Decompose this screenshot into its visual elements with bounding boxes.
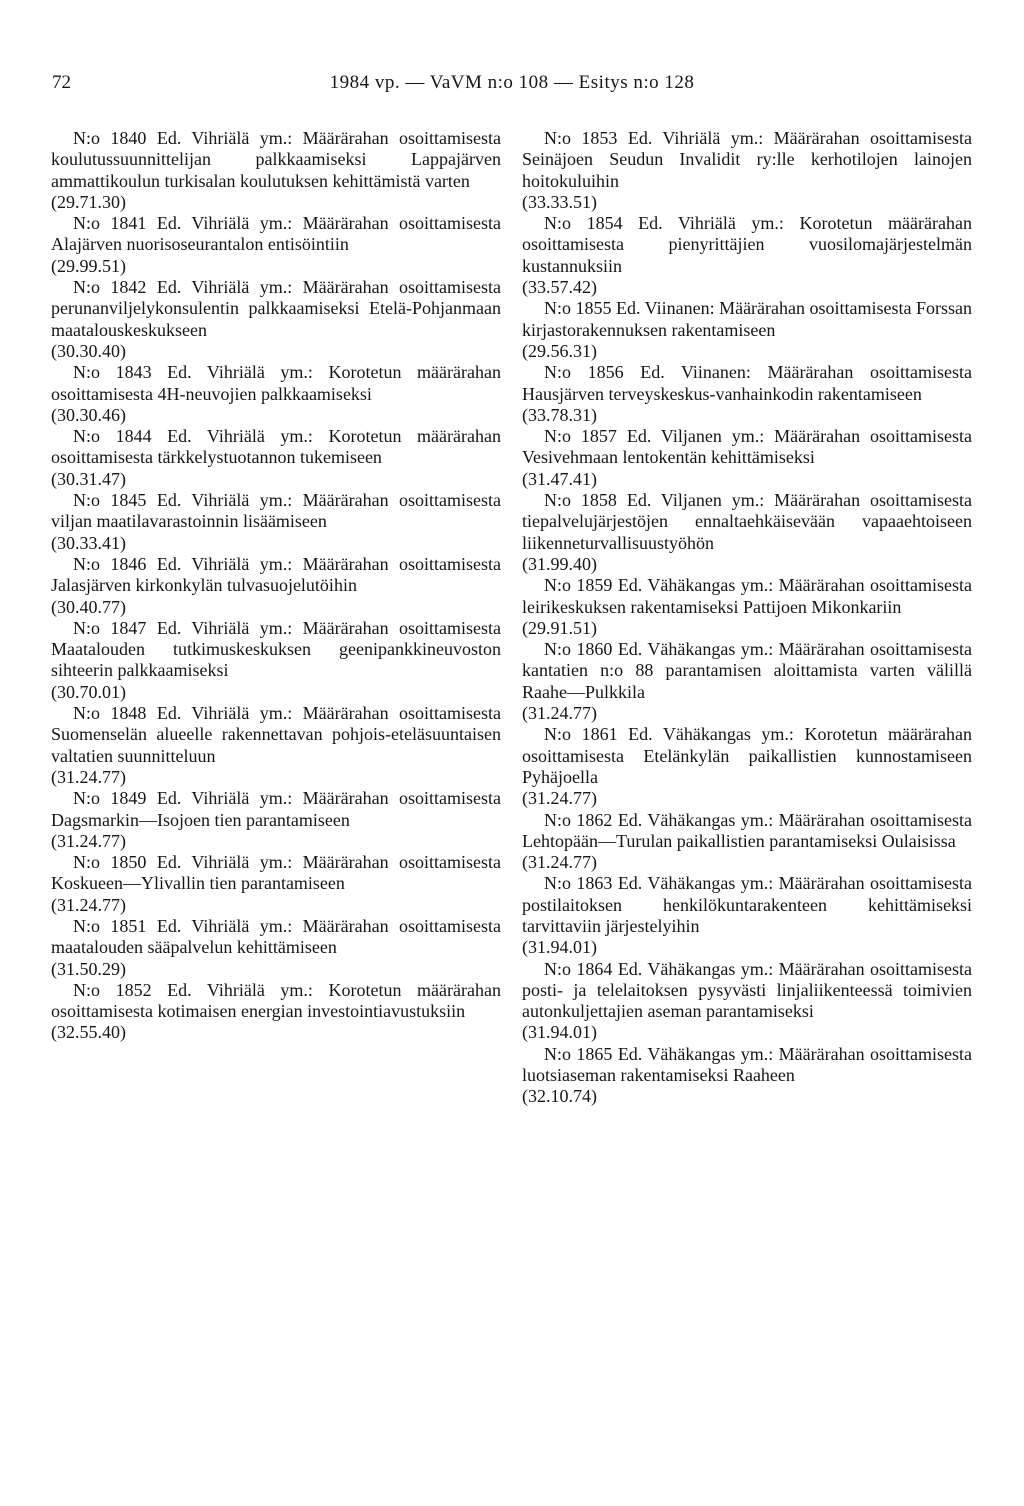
budget-reference: (31.47.41) — [522, 468, 597, 489]
budget-reference: (29.56.31) — [522, 340, 597, 361]
motion-text: N:o 1850 Ed. Vihriälä ym.: Määrärahan osoittamisesta Koskueen—Ylivallin tien parantamiseen — [51, 852, 501, 894]
motion-text: N:o 1846 Ed. Vihriälä ym.: Määrärahan osoittamisesta Jalasjärven kirkonkylän tulvasuojelutöihin — [51, 553, 501, 596]
motion-entry-1852 — [51, 980, 501, 1044]
motion-entry-1843 — [51, 362, 501, 426]
motion-entry-1854 — [522, 213, 972, 298]
budget-reference: (29.99.51) — [51, 255, 126, 276]
motion-text: N:o 1842 Ed. Vihriälä ym.: Määrärahan osoittamisesta perunanviljelykonsulentin palkkaamiseksi Etelä-Pohjanmaan maatalouskeskukseen — [51, 277, 501, 340]
motion-entry-1844 — [51, 426, 501, 490]
motion-text: N:o 1848 Ed. Vihriälä ym.: Määrärahan osoittamisesta Suomenselän alueelle rakennettavan pohjois-eteläsuuntaisen valtatien suunnitteluun — [51, 703, 501, 766]
motion-entry-1849 — [51, 788, 501, 852]
motion-entry-1841 — [51, 213, 501, 277]
motion-text: N:o 1841 Ed. Vihriälä ym.: Määrärahan osoittamisesta Alajärven nuorisoseurantalon entisöintiin — [51, 213, 501, 255]
budget-reference: (33.33.51) — [522, 191, 597, 212]
motion-text: N:o 1862 Ed. Vähäkangas ym.: Määrärahan osoittamisesta Lehtopään—Turulan paikallistien parantamiseksi Oulaisissa — [522, 809, 972, 851]
motion-text: N:o 1852 Ed. Vihriälä ym.: Korotetun määrärahan osoittamisesta kotimaisen energian investointiavustuksiin — [51, 979, 501, 1022]
motion-entry-1856 — [522, 362, 972, 426]
motion-text: N:o 1854 Ed. Vihriälä ym.: Korotetun määrärahan osoittamisesta pienyrittäjien vuosilomajärjestelmän kustannuksiin — [522, 213, 972, 276]
budget-reference: (31.24.77) — [522, 703, 597, 724]
page-number: 72 — [52, 72, 71, 93]
motion-text: N:o 1851 Ed. Vihriälä ym.: Määrärahan osoittamisesta maatalouden sääpalvelun kehittämiseen — [51, 915, 501, 958]
motion-text: N:o 1845 Ed. Vihriälä ym.: Määrärahan osoittamisesta viljan maatilavarastoinnin lisäämiseen — [51, 490, 501, 532]
left-column — [51, 128, 501, 1044]
motion-entry-1842 — [51, 277, 501, 362]
motion-entry-1855 — [522, 298, 972, 362]
motion-entry-1858 — [522, 490, 972, 575]
motion-entry-1864 — [522, 959, 972, 1044]
right-column — [522, 128, 972, 1108]
motion-entry-1847 — [51, 618, 501, 703]
motion-entry-1850 — [51, 852, 501, 916]
motion-entry-1861 — [522, 724, 972, 809]
budget-reference: (30.33.41) — [51, 532, 126, 553]
motion-entry-1865 — [522, 1044, 972, 1108]
motion-text: N:o 1844 Ed. Vihriälä ym.: Korotetun määrärahan osoittamisesta tärkkelystuotannon tukemiseen — [51, 426, 501, 468]
budget-reference: (31.94.01) — [522, 1022, 597, 1043]
budget-reference: (30.70.01) — [51, 681, 126, 702]
motion-text: N:o 1856 Ed. Viinanen: Määrärahan osoittamisesta Hausjärven terveyskeskus-vanhainkodin rakentamiseen — [522, 362, 972, 404]
budget-reference: (31.24.77) — [51, 766, 126, 787]
motion-text: N:o 1858 Ed. Viljanen ym.: Määrärahan osoittamisesta tiepalvelujärjestöjen ennaltaehkäisevään vapaaehtoiseen liikenneturvallisuustyöhön — [522, 490, 972, 553]
running-title: 1984 vp. — VaVM n:o 108 — Esitys n:o 128 — [329, 72, 695, 93]
motion-text: N:o 1853 Ed. Vihriälä ym.: Määrärahan osoittamisesta Seinäjoen Seudun Invalidit ry:lle kerhotilojen lainojen hoitokuluihin — [522, 128, 972, 191]
motion-text: N:o 1857 Ed. Viljanen ym.: Määrärahan osoittamisesta Vesivehmaan lentokentän kehittämiseksi — [522, 426, 972, 468]
motion-entry-1863 — [522, 873, 972, 958]
motion-text: N:o 1859 Ed. Vähäkangas ym.: Määrärahan osoittamisesta leirikeskuksen rakentamiseksi Pattijoen Mikonkariin — [522, 575, 972, 617]
budget-reference: (29.91.51) — [522, 617, 597, 638]
motion-text: N:o 1843 Ed. Vihriälä ym.: Korotetun määrärahan osoittamisesta 4H-neuvojien palkkaamiseksi — [51, 362, 501, 404]
budget-reference: (31.24.77) — [51, 894, 126, 915]
motion-entry-1848 — [51, 703, 501, 788]
motion-text: N:o 1860 Ed. Vähäkangas ym.: Määrärahan osoittamisesta kantatien n:o 88 parantamisen aloittamista varten välillä Raahe—Pulkkila — [522, 639, 972, 702]
budget-reference: (32.55.40) — [51, 1022, 126, 1043]
motion-text: N:o 1864 Ed. Vähäkangas ym.: Määrärahan osoittamisesta posti- ja telelaitoksen pysyvästi linjaliikenteessä toimivien autonkuljettajien aseman parantamiseksi — [522, 958, 972, 1022]
motion-text: N:o 1861 Ed. Vähäkangas ym.: Korotetun määrärahan osoittamisesta Etelänkylän paikallistien kunnostamiseen Pyhäjoella — [522, 724, 972, 787]
budget-reference: (33.57.42) — [522, 277, 597, 298]
budget-reference: (31.99.40) — [522, 553, 597, 574]
budget-reference: (31.24.77) — [522, 788, 597, 809]
motion-text: N:o 1840 Ed. Vihriälä ym.: Määrärahan osoittamisesta koulutussuunnittelijan palkkaamiseksi Lappajärven ammattikoulun turkisalan koulutuksen kehittämistä varten — [51, 128, 501, 191]
motion-text: N:o 1849 Ed. Vihriälä ym.: Määrärahan osoittamisesta Dagsmarkin—Isojoen tien parantamiseen — [51, 788, 501, 830]
budget-reference: (30.31.47) — [51, 468, 126, 489]
motion-entry-1846 — [51, 554, 501, 618]
motion-entry-1862 — [522, 810, 972, 874]
motion-text: N:o 1865 Ed. Vähäkangas ym.: Määrärahan osoittamisesta luotsiaseman rakentamiseksi Raaheen — [522, 1043, 972, 1086]
budget-reference: (32.10.74) — [522, 1086, 597, 1107]
motion-entry-1860 — [522, 639, 972, 724]
budget-reference: (30.30.46) — [51, 404, 126, 425]
budget-reference: (30.30.40) — [51, 340, 126, 361]
budget-reference: (29.71.30) — [51, 191, 126, 212]
motion-entry-1840 — [51, 128, 501, 213]
budget-reference: (31.50.29) — [51, 958, 126, 979]
budget-reference: (31.24.77) — [522, 852, 597, 873]
page-header — [52, 72, 972, 102]
motion-entry-1859 — [522, 575, 972, 639]
budget-reference: (30.40.77) — [51, 596, 126, 617]
motion-entry-1851 — [51, 916, 501, 980]
budget-reference: (31.24.77) — [51, 830, 126, 851]
motion-text: N:o 1855 Ed. Viinanen: Määrärahan osoittamisesta Forssan kirjastorakennuksen rakentamiseen — [522, 298, 973, 340]
motion-entry-1857 — [522, 426, 972, 490]
motion-entry-1853 — [522, 128, 972, 213]
motion-text: N:o 1863 Ed. Vähäkangas ym.: Määrärahan osoittamisesta postilaitoksen henkilökuntarakenteen kehittämiseksi tarvittaviin järjestelyihin — [522, 873, 972, 936]
budget-reference: (33.78.31) — [522, 404, 597, 425]
motion-text: N:o 1847 Ed. Vihriälä ym.: Määrärahan osoittamisesta Maatalouden tutkimuskeskuksen geenipankkineuvoston sihteerin palkkaamiseksi — [51, 617, 501, 681]
budget-reference: (31.94.01) — [522, 937, 597, 958]
motion-entry-1845 — [51, 490, 501, 554]
